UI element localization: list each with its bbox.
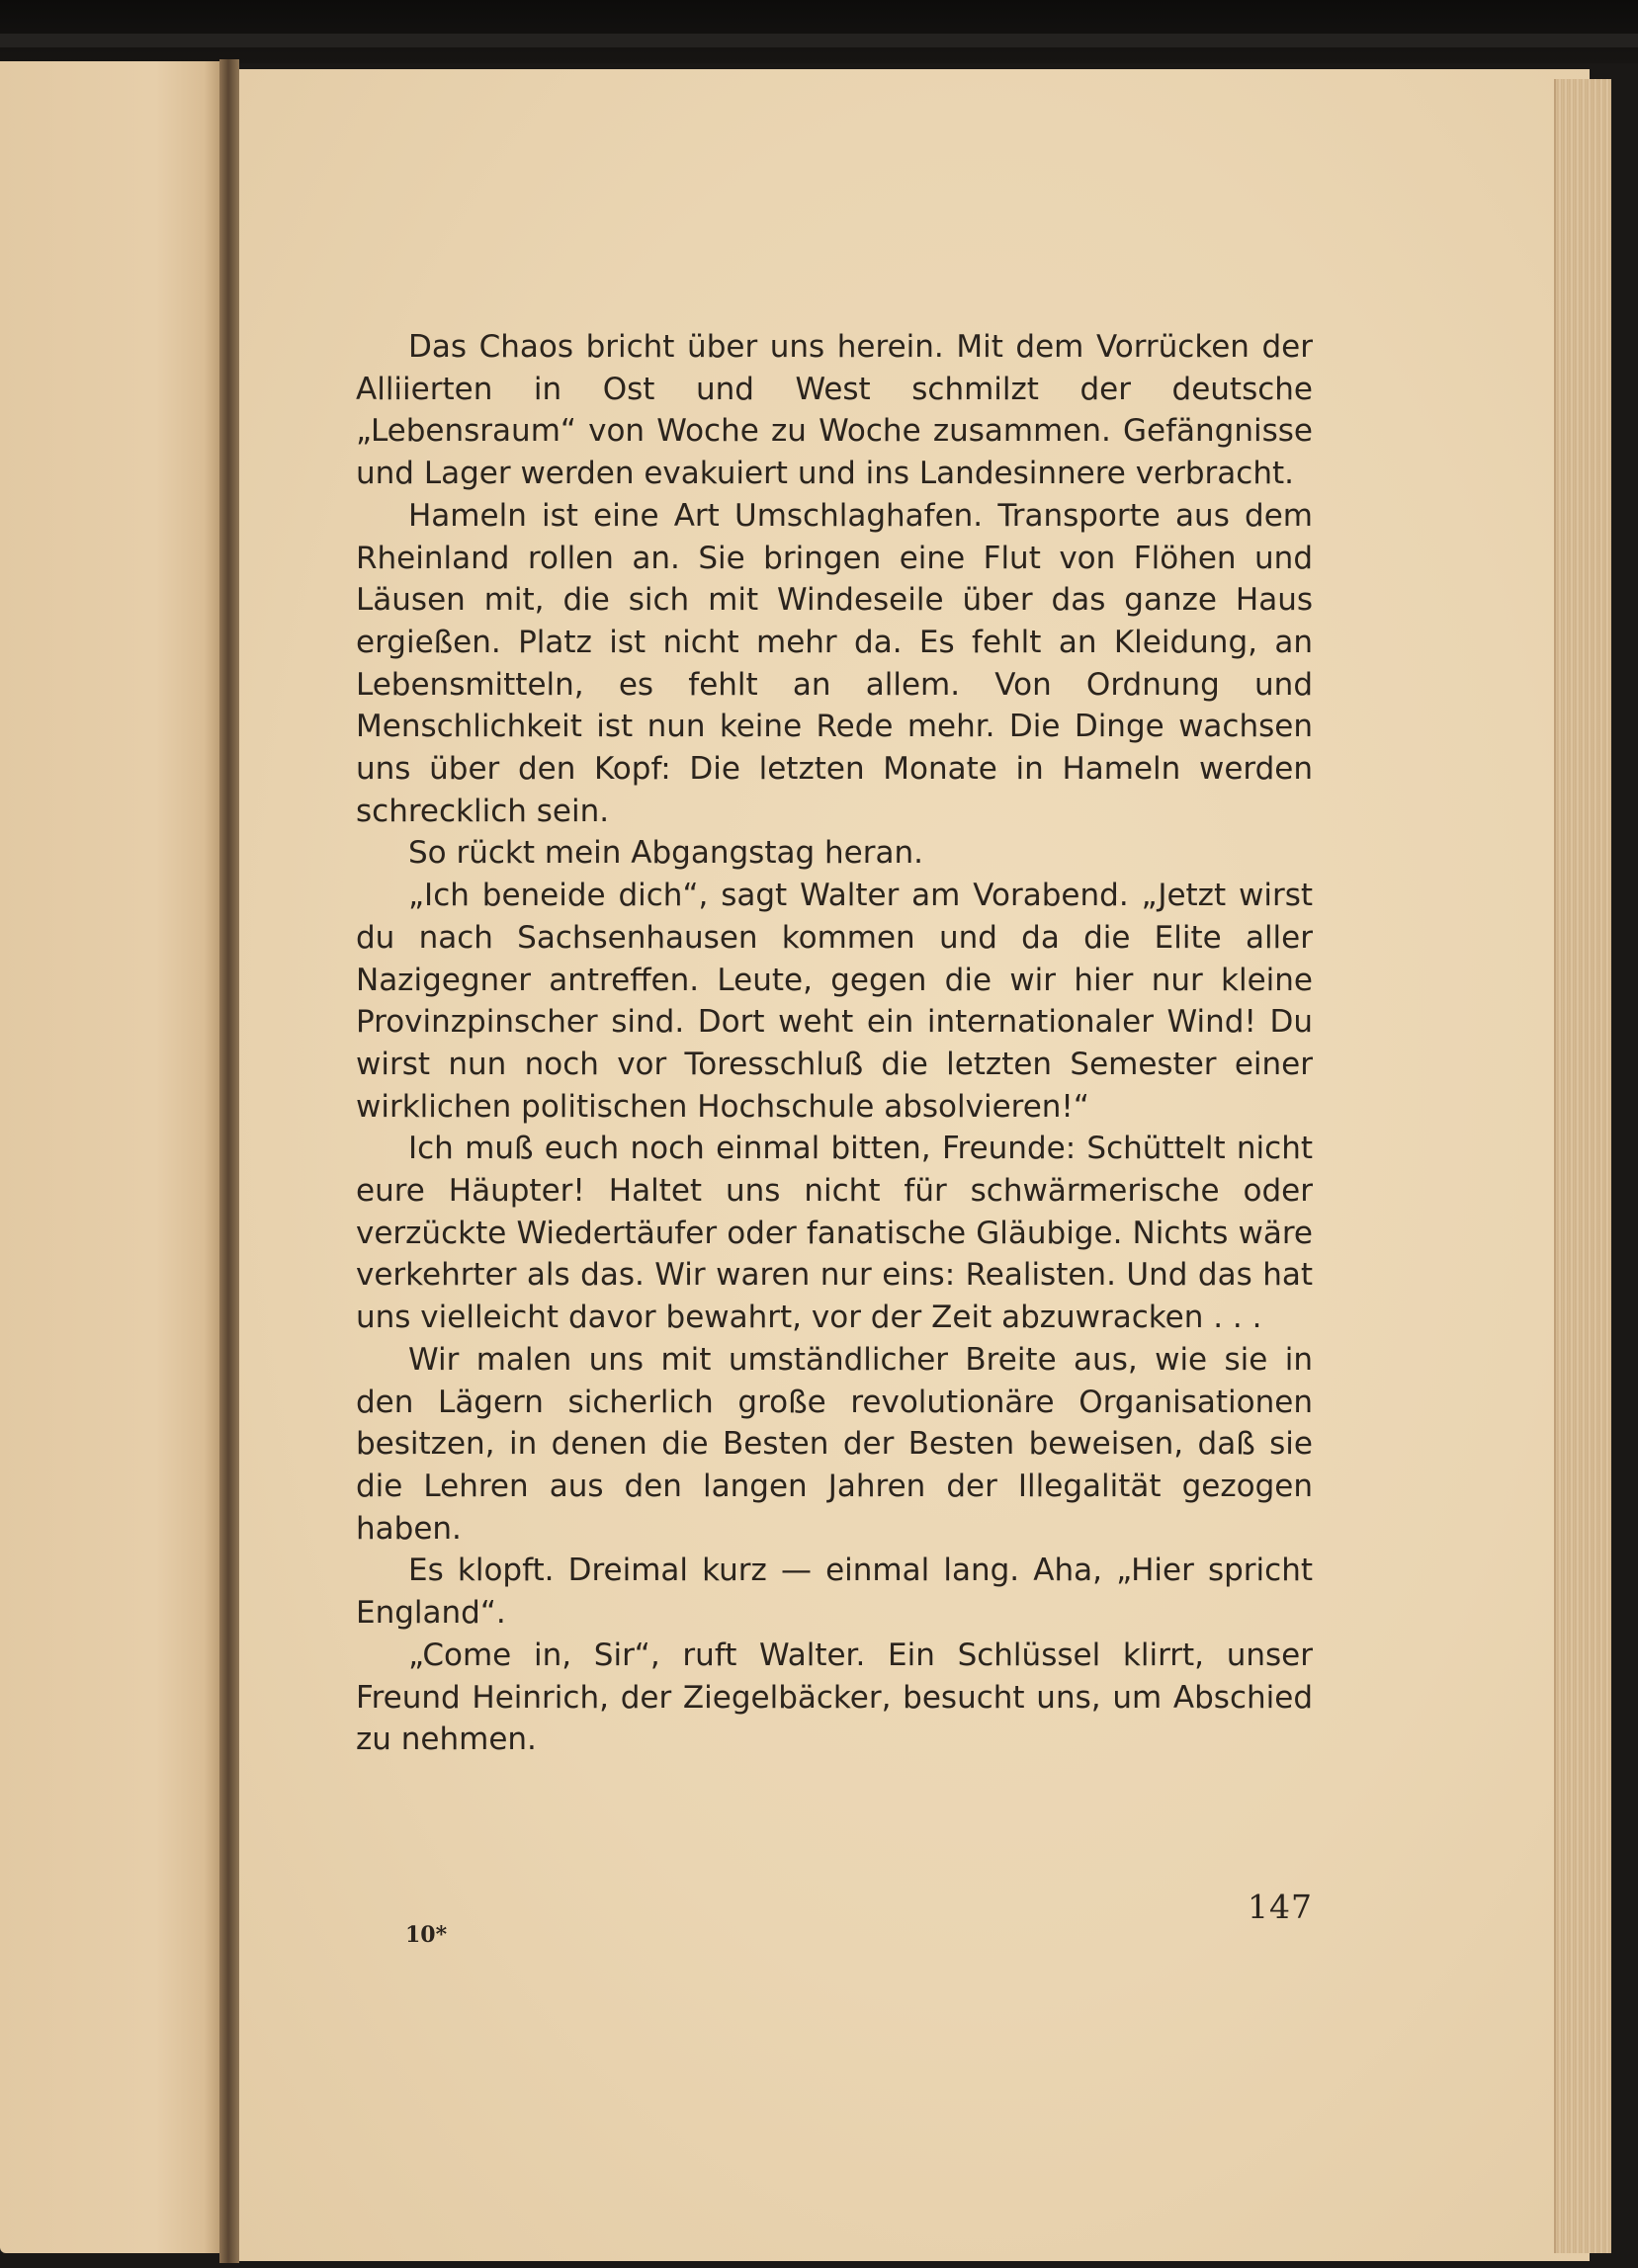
scanner-strip	[0, 34, 1638, 47]
paragraph-3: So rückt mein Abgangstag heran.	[408, 835, 923, 872]
signature-mark: 10*	[405, 1922, 448, 1948]
left-page	[0, 61, 222, 2253]
paragraph-7: Es klopft. Dreimal kurz — einmal lang. Aha, „Hier spricht England“.	[356, 1553, 1313, 1632]
paragraph-5: Ich muß euch noch einmal bitten, Freunde: Schüttelt nicht eure Häupter! Haltet uns nicht für schwärmerische oder verzückte Wiedertäufer oder fanatische Gläubige. Nichts wäre verkehrter als das. Wir waren nur eins: Realisten. Und das hat uns vielleicht davor bewahrt, vor der Zeit abzuwracken . . .	[356, 1131, 1313, 1336]
body-text	[356, 326, 1313, 1761]
book-gutter	[219, 59, 239, 2263]
scanner-background	[0, 0, 1638, 63]
paragraph-6: Wir malen uns mit umständlicher Breite aus, wie sie in den Lägern sicherlich große revolutionäre Organisationen besitzen, in denen die Besten der Besten beweisen, daß sie die Lehren aus den langen Jahren der Illegalität gezogen haben.	[356, 1341, 1313, 1547]
paragraph-8: „Come in, Sir“, ruft Walter. Ein Schlüssel klirrt, unser Freund Heinrich, der Ziegelbäcker, besucht uns, um Abschied zu nehmen.	[356, 1637, 1313, 1758]
paragraph-1: Das Chaos bricht über uns herein. Mit dem Vorrücken der Alliierten in Ost und West schmilzt der deutsche „Lebensraum“ von Woche zu Woche zusammen. Gefängnisse und Lager werden evakuiert und ins Landesinnere verbracht.	[356, 329, 1313, 492]
page-number: 147	[1248, 1888, 1313, 1926]
page-edges	[1554, 79, 1611, 2253]
paragraph-4: „Ich beneide dich“, sagt Walter am Vorabend. „Jetzt wirst du nach Sachsenhausen kommen und da die Elite aller Nazigegner antreffen. Leute, gegen die wir hier nur kleine Provinzpinscher sind. Dort weht ein internationaler Wind! Du wirst nun noch vor Toresschluß die letzten Semester einer wirklichen politischen Hochschule absolvieren!“	[356, 878, 1313, 1125]
paragraph-2: Hameln ist eine Art Umschlaghafen. Transporte aus dem Rheinland rollen an. Sie bringen eine Flut von Flöhen und Läusen mit, die sich mit Windeseile über das ganze Haus ergießen. Platz ist nicht mehr da. Es fehlt an Kleidung, an Lebensmitteln, es fehlt an allem. Von Ordnung und Menschlichkeit ist nun keine Rede mehr. Die Dinge wachsen uns über den Kopf: Die letzten Monate in Hameln werden schrecklich sein.	[356, 497, 1313, 829]
